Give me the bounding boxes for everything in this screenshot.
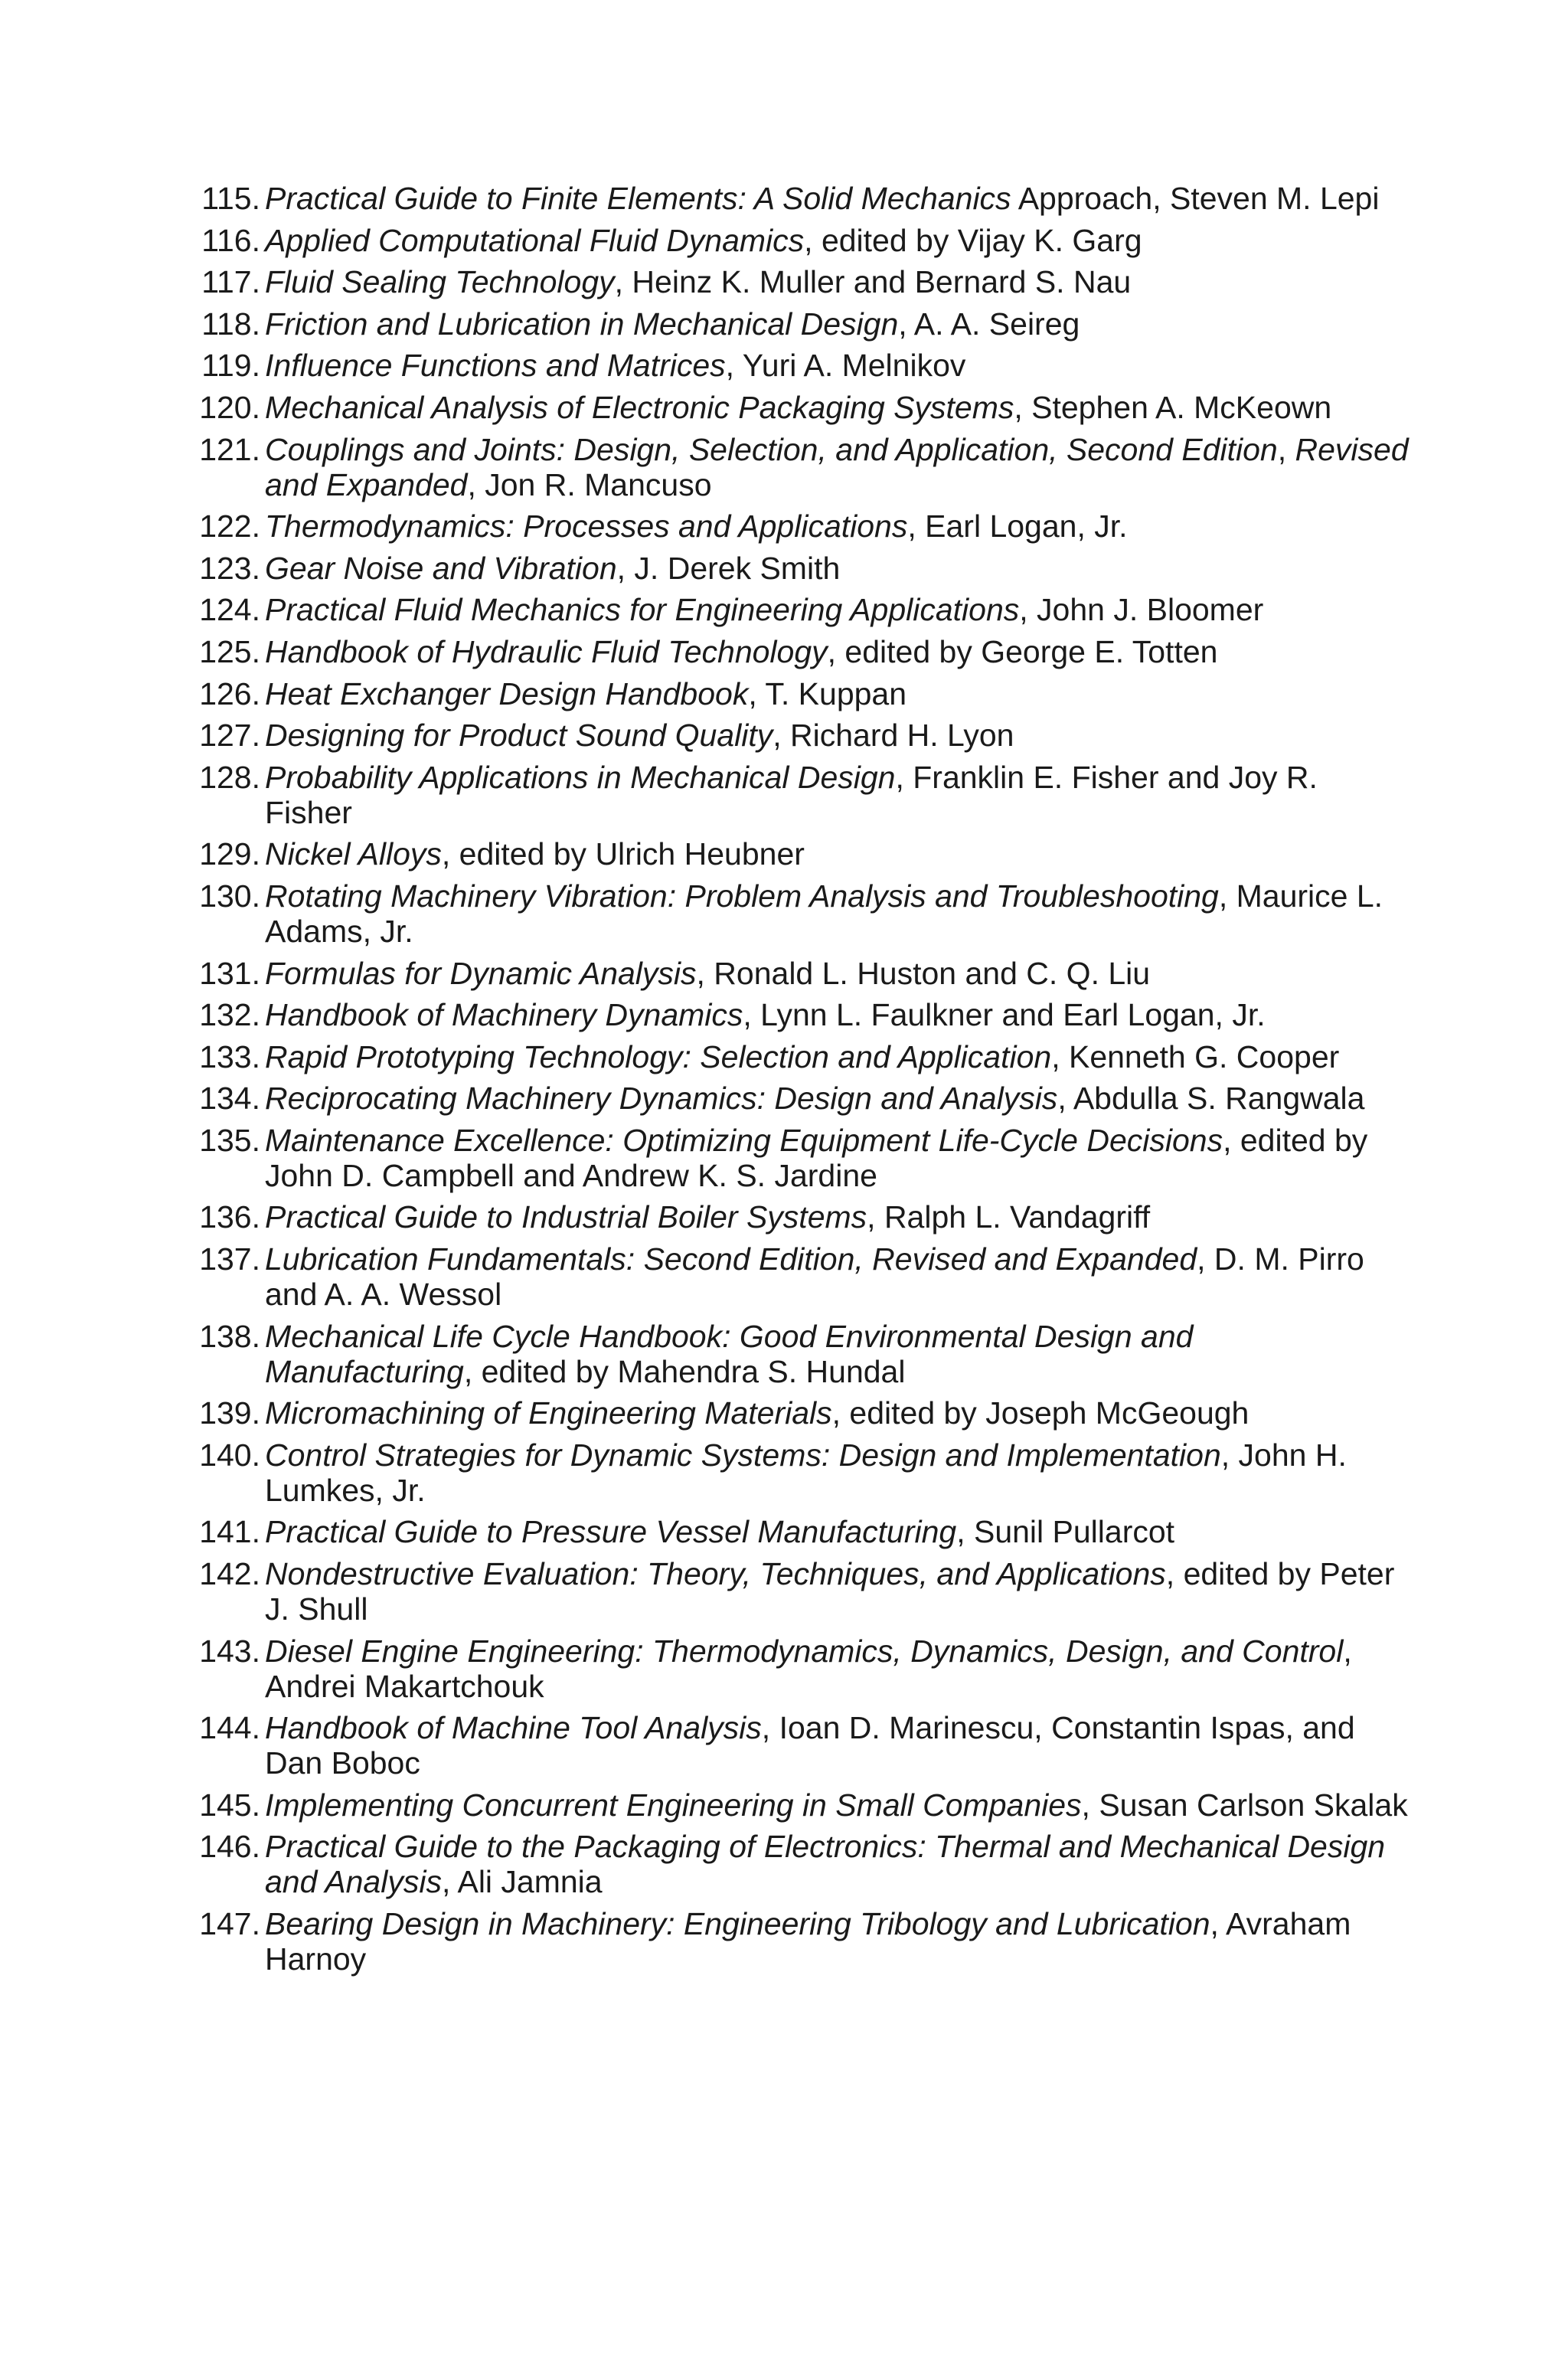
book-authors: , John J. Bloomer <box>1019 592 1264 628</box>
book-authors: , Avraham Harnoy <box>265 1906 1351 1977</box>
book-entry <box>184 878 1409 949</box>
book-authors: , edited by George E. Totten <box>827 633 1218 669</box>
book-authors: , edited by Mahendra S. Hundal <box>463 1353 906 1389</box>
book-entry <box>184 1039 1409 1074</box>
book-number: 129. <box>199 836 260 872</box>
book-entry <box>184 306 1409 342</box>
book-title: Practical Guide to Industrial Boiler Systems <box>265 1199 867 1235</box>
book-entry <box>184 551 1409 586</box>
book-authors: , Earl Logan, Jr. <box>907 509 1128 545</box>
book-entry <box>184 1395 1409 1431</box>
book-number: 147. <box>199 1906 260 1941</box>
book-entry <box>184 509 1409 544</box>
book-title: Fluid Sealing Technology <box>265 264 615 300</box>
book-entry <box>184 1634 1409 1704</box>
book-number: 127. <box>199 718 260 754</box>
book-title: Handbook of Hydraulic Fluid Technology <box>265 633 828 669</box>
book-authors: , Ronald L. Huston and C. Q. Liu <box>696 955 1151 991</box>
book-title: Lubrication Fundamentals: Second Edition, Revised and Expanded <box>265 1241 1197 1277</box>
book-number: 137. <box>199 1241 260 1277</box>
book-authors: , J. Derek Smith <box>616 550 841 586</box>
book-entry <box>184 348 1409 383</box>
book-authors: , edited by Joseph McGeough <box>831 1395 1250 1431</box>
book-title: Influence Functions and Matrices <box>265 348 726 384</box>
book-number: 146. <box>199 1829 260 1865</box>
book-title-continued: Revised and Expanded <box>265 431 1409 502</box>
book-authors: Approach, Steven M. Lepi <box>1011 181 1380 216</box>
book-title: Rotating Machinery Vibration: Problem Analysis and Troubleshooting <box>265 878 1219 914</box>
book-number: 136. <box>199 1199 260 1235</box>
book-authors: , <box>1277 431 1295 467</box>
book-title: Practical Fluid Mechanics for Engineering Applications <box>265 592 1020 628</box>
book-number: 144. <box>199 1710 260 1746</box>
book-authors: , Susan Carlson Skalak <box>1081 1787 1408 1823</box>
book-entry <box>184 1710 1409 1781</box>
book-number: 132. <box>199 997 260 1033</box>
book-number: 143. <box>199 1633 260 1669</box>
book-entry <box>184 718 1409 753</box>
book-authors: , Lynn L. Faulkner and Earl Logan, Jr. <box>743 997 1266 1033</box>
book-title: Mechanical Analysis of Electronic Packaging Systems <box>265 389 1014 425</box>
book-title: Formulas for Dynamic Analysis <box>265 955 697 991</box>
book-number: 134. <box>199 1081 260 1117</box>
book-authors: , edited by Peter J. Shull <box>265 1556 1395 1627</box>
book-entry <box>184 181 1409 216</box>
book-title: Designing for Product Sound Quality <box>265 718 773 754</box>
book-authors: , edited by Vijay K. Garg <box>804 222 1142 258</box>
book-title: Implementing Concurrent Engineering in Small Companies <box>265 1787 1082 1823</box>
book-title: Maintenance Excellence: Optimizing Equipment Life-Cycle Decisions <box>265 1122 1223 1158</box>
book-entry <box>184 956 1409 991</box>
book-number: 131. <box>199 955 260 991</box>
book-authors: , edited by John D. Campbell and Andrew K. S. Jardine <box>265 1122 1368 1193</box>
book-title: Practical Guide to Finite Elements: A Solid Mechanics <box>265 181 1011 216</box>
book-number: 120. <box>199 389 260 425</box>
book-number: 126. <box>199 675 260 711</box>
book-title: Mechanical Life Cycle Handbook: Good Environmental Design and Manufacturing <box>265 1318 1194 1389</box>
book-entry <box>184 1123 1409 1193</box>
book-number: 139. <box>199 1395 260 1431</box>
book-entry <box>184 634 1409 669</box>
book-entry <box>184 676 1409 711</box>
book-title: Micromachining of Engineering Materials <box>265 1395 832 1431</box>
book-title: Bearing Design in Machinery: Engineering Tribology and Lubrication <box>265 1906 1210 1941</box>
book-number: 117. <box>201 264 260 300</box>
book-authors: , D. M. Pirro and A. A. Wessol <box>265 1241 1364 1313</box>
book-number: 138. <box>199 1318 260 1354</box>
book-number: 115. <box>201 181 260 216</box>
book-authors: , Abdulla S. Rangwala <box>1057 1081 1365 1117</box>
book-number: 125. <box>199 633 260 669</box>
book-authors: , Yuri A. Melnikov <box>725 348 966 384</box>
book-entry <box>184 223 1409 258</box>
book-entry <box>184 1319 1409 1389</box>
book-authors: , Ralph L. Vandagriff <box>867 1199 1151 1235</box>
book-title: Heat Exchanger Design Handbook <box>265 675 749 711</box>
book-number: 118. <box>201 306 260 342</box>
book-authors: , Kenneth G. Cooper <box>1051 1038 1340 1074</box>
book-number: 121. <box>199 431 260 467</box>
book-authors: , edited by Ulrich Heubner <box>441 836 805 872</box>
book-number: 116. <box>201 222 260 258</box>
book-authors: , Maurice L. Adams, Jr. <box>265 878 1383 949</box>
book-entry <box>184 1241 1409 1312</box>
book-title: Friction and Lubrication in Mechanical Design <box>265 306 899 342</box>
book-authors: , Stephen A. McKeown <box>1014 389 1332 425</box>
book-entry <box>184 1199 1409 1235</box>
book-title: Practical Guide to Pressure Vessel Manufacturing <box>265 1514 957 1550</box>
book-title: Applied Computational Fluid Dynamics <box>265 222 805 258</box>
book-entry <box>184 432 1409 502</box>
book-entry <box>184 264 1409 299</box>
book-title: Diesel Engine Engineering: Thermodynamics, Dynamics, Design, and Control <box>265 1633 1344 1669</box>
book-authors: , John H. Lumkes, Jr. <box>265 1437 1347 1508</box>
book-number: 133. <box>199 1038 260 1074</box>
book-title: Handbook of Machinery Dynamics <box>265 997 743 1033</box>
book-title: Practical Guide to the Packaging of Electronics: Thermal and Mechanical Design and Analysis <box>265 1829 1386 1900</box>
book-number: 130. <box>199 878 260 914</box>
book-number: 145. <box>199 1787 260 1823</box>
book-entry <box>184 760 1409 830</box>
book-entry <box>184 1906 1409 1977</box>
book-entry <box>184 390 1409 425</box>
book-authors-continued: , Jon R. Mancuso <box>467 466 712 502</box>
book-title: Probability Applications in Mechanical Design <box>265 759 896 795</box>
book-title: Reciprocating Machinery Dynamics: Design and Analysis <box>265 1081 1058 1117</box>
book-entry <box>184 997 1409 1032</box>
book-number: 119. <box>201 348 260 384</box>
book-authors: , Sunil Pullarcot <box>956 1514 1175 1550</box>
book-title: Handbook of Machine Tool Analysis <box>265 1710 762 1746</box>
book-title: Thermodynamics: Processes and Applications <box>265 509 908 545</box>
book-entry <box>184 836 1409 872</box>
book-title: Gear Noise and Vibration <box>265 550 617 586</box>
book-authors: , Andrei Makartchouk <box>265 1633 1352 1704</box>
book-authors: , Heinz K. Muller and Bernard S. Nau <box>614 264 1132 300</box>
book-authors: , T. Kuppan <box>748 675 907 711</box>
book-number: 142. <box>199 1556 260 1592</box>
book-authors: , Richard H. Lyon <box>773 718 1014 754</box>
book-series-list <box>184 181 1409 1983</box>
book-entry <box>184 1829 1409 1899</box>
book-number: 140. <box>199 1437 260 1473</box>
book-authors: , Ali Jamnia <box>441 1864 603 1900</box>
book-entry <box>184 1514 1409 1549</box>
book-entry <box>184 1787 1409 1823</box>
book-title: Rapid Prototyping Technology: Selection and Application <box>265 1038 1052 1074</box>
book-number: 122. <box>199 509 260 545</box>
book-authors: , Franklin E. Fisher and Joy R. Fisher <box>265 759 1318 830</box>
book-number: 128. <box>199 759 260 795</box>
book-entry <box>184 1081 1409 1116</box>
book-title: Couplings and Joints: Design, Selection, and Application, Second Edition <box>265 431 1278 467</box>
book-number: 123. <box>199 550 260 586</box>
book-entry <box>184 592 1409 627</box>
book-authors: , A. A. Seireg <box>898 306 1080 342</box>
book-entry <box>184 1437 1409 1508</box>
book-number: 124. <box>199 592 260 628</box>
book-title: Control Strategies for Dynamic Systems: Design and Implementation <box>265 1437 1221 1473</box>
book-number: 135. <box>199 1122 260 1158</box>
book-title: Nickel Alloys <box>265 836 442 872</box>
book-number: 141. <box>199 1514 260 1550</box>
book-title: Nondestructive Evaluation: Theory, Techniques, and Applications <box>265 1556 1166 1592</box>
book-authors: , Ioan D. Marinescu, Constantin Ispas, and Dan Boboc <box>265 1710 1355 1781</box>
book-entry <box>184 1556 1409 1627</box>
